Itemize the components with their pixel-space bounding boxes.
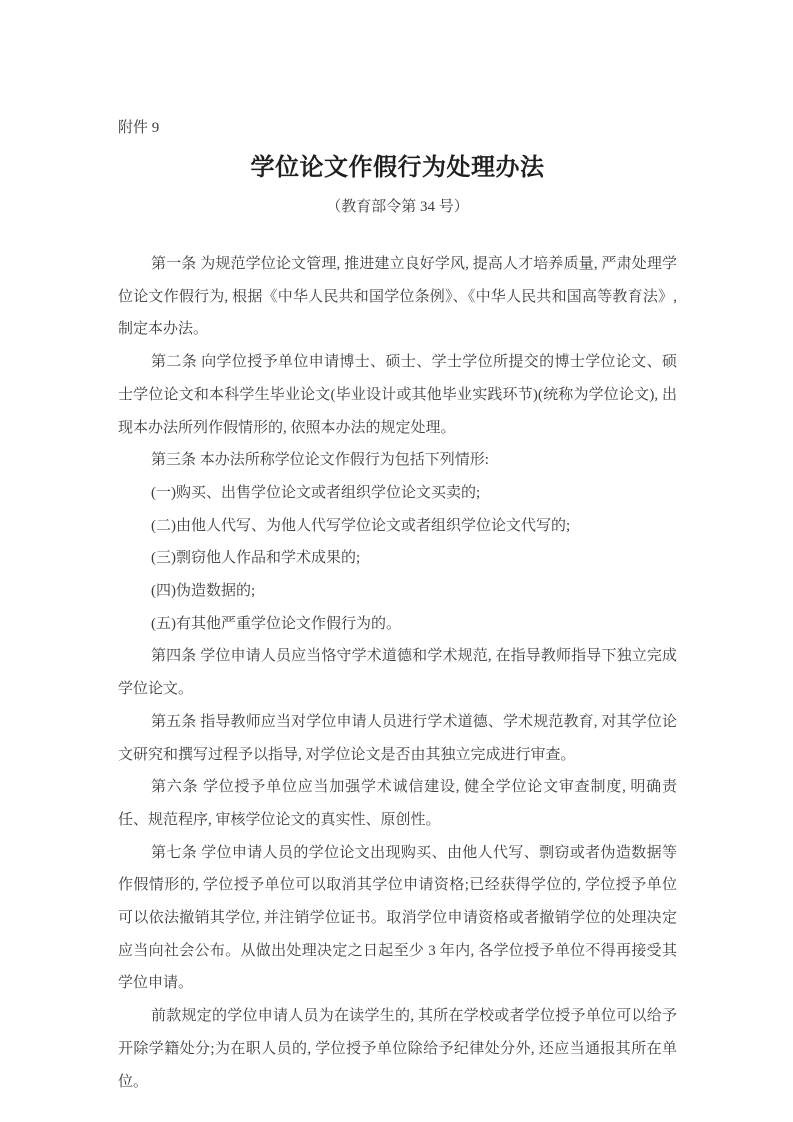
attachment-label: 附件 9 (118, 120, 160, 136)
document-paragraph: 第七条 学位申请人员的学位论文出现购买、由他人代写、剽窃或者伪造数据等作假情形的, 学位授予单位可以取消其学位申请资格;已经获得学位的, 学位授予单位可以依法撤销其学位, 并注销学位证书。取消学位申请资格或者撤销学位的处理决定应当向社会公布。从做出处理决定之日起至少 3 年内, 各学位授予单位不得再接受其学位申请。 (118, 844, 677, 992)
document-paragraph: 第五条 指导教师应当对学位申请人员进行学术道德、学术规范教育, 对其学位论文研究和撰写过程予以指导, 对学位论文是否由其独立完成进行审查。 (118, 713, 677, 763)
document-paragraph: 第二条 向学位授予单位申请博士、硕士、学士学位所提交的博士学位论文、硕士学位论文和本科学生毕业论文(毕业设计或其他毕业实践环节)(统称为学位论文), 出现本办法所列作假情形的, 依照本办法的规定处理。 (118, 354, 677, 436)
document-body (118, 248, 677, 1098)
document-paragraph: 第六条 学位授予单位应当加强学术诚信建设, 健全学位论文审查制度, 明确责任、规范程序, 审核学位论文的真实性、原创性。 (118, 779, 677, 828)
document-paragraph: 第四条 学位申请人员应当恪守学术道德和学术规范, 在指导教师指导下独立完成学位论文。 (118, 648, 677, 698)
document-paragraph: 第一条 为规范学位论文管理, 推进建立良好学风, 提高人才培养质量, 严肃处理学位论文作假行为, 根据《中华人民共和国学位条例》、《中华人民共和国高等教育法》, 制定本办法。 (118, 256, 677, 338)
document-paragraph: 第三条 本办法所称学位论文作假行为包括下列情形: (151, 452, 489, 469)
document-paragraph: (一)购买、出售学位论文或者组织学位论文买卖的; (151, 484, 481, 501)
document-paragraph: (五)有其他严重学位论文作假行为的。 (151, 615, 401, 632)
document-title: 学位论文作假行为处理办法 (250, 154, 545, 181)
document-subtitle: （教育部令第 34 号） (326, 199, 469, 215)
document-paragraph: (四)伪造数据的; (151, 583, 256, 600)
document-paragraph: (三)剽窃他人作品和学术成果的; (151, 550, 361, 567)
document-paragraph: (二)由他人代写、为他人代写学位论文或者组织学位论文代写的; (151, 517, 571, 534)
document-paragraph: 前款规定的学位申请人员为在读学生的, 其所在学校或者学位授予单位可以给予开除学籍处分;为在职人员的, 学位授予单位除给予纪律处分外, 还应当通报其所在单位。 (118, 1008, 677, 1090)
